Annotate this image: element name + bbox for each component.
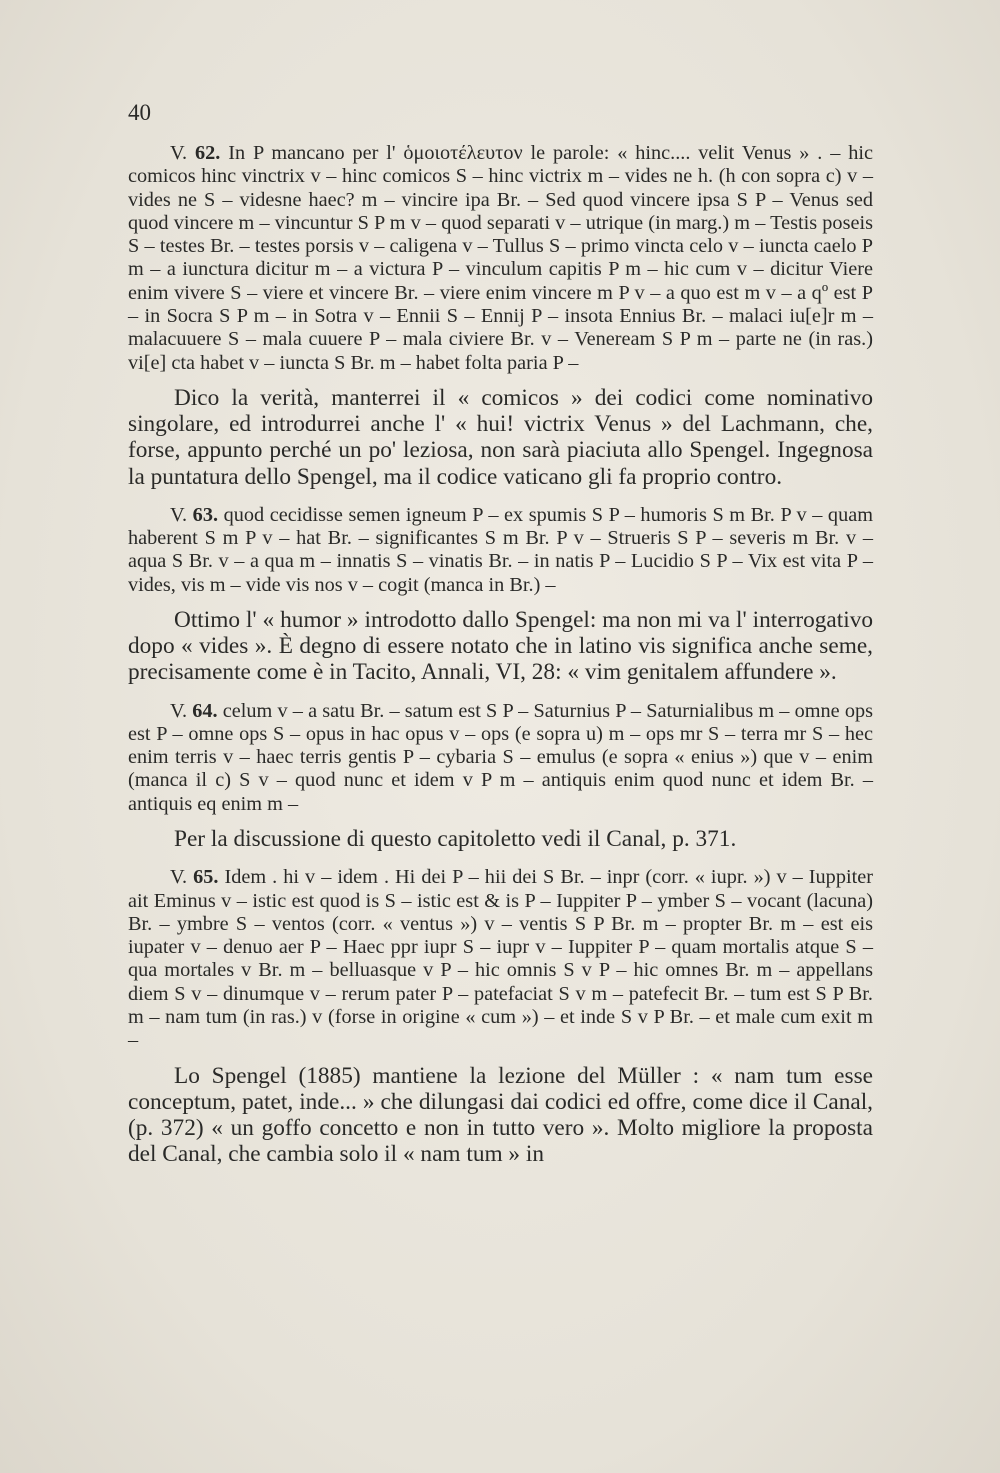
page-number: 40 [128, 100, 151, 125]
commentary-paragraph-v62: Dico la verità, manterrei il « comicos » dei codici come nominativo singolare, ed introdurrei anche l' « hui! victrix Venus » del Lachmann, che, forse, appunto perché un po' leziosa, non sarà piaciuta allo Spengel. Ingegnosa la puntatura dello Spengel, ma il codice vaticano gli fa proprio contro. [128, 384, 873, 490]
note-text: In P mancano per l' ὁμοιοτέλευτον le parole: « hinc.... velit Venus » . – hic comicos hinc vinctrix v – hinc comicos S – hinc victrix m – vides ne h. (h con sopra c) v – vides ne S – videsne haec? m – vincire ipa Br. – Sed quod vincere ipsa S P – Venus sed quod vincere m – vincuntur S P m v – quod separati v – utrique (in marg.) m – Testis poseis S – testes Br. – testes porsis v – caligena v – Tullus S – primo vincta celo v – iuncta caelo P m – a iunctura dicitur m – a victura P – vinculum capitis P m – hic cum v – dicitur Viere enim vivere S – viere et vincere Br. – viere enim vincere m P v – a quo est m v – a qº est P – in Socra S P m – in Sotra v – Ennii S – Ennij P – insota Ennius Br. – malaci iu[e]r m – malacuuere S – mala cuuere P – mala civiere Br. v – Veneream S P m – parte ne (in ras.) vi[e] cta habet v – iuncta S Br. m – habet folta paria P – [128, 142, 874, 374]
apparatus-note-v65 [128, 866, 873, 1052]
apparatus-note-v63 [128, 504, 873, 597]
verse-ref: V. 63. [170, 503, 219, 526]
page-content [128, 142, 873, 1181]
apparatus-note-v64 [128, 700, 873, 816]
note-text: quod cecidisse semen igneum P – ex spumis S P – humoris S m Br. P v – quam haberent S m P v – hat Br. – significantes S m Br. P v – Strueris S P – severis m Br. v – aqua S Br. v – a qua m – innatis S – vinatis Br. – in natis P – Lucidio S P – Vix est vita P – vides, vis m – vide vis nos v – cogit (manca in Br.) – [128, 503, 873, 596]
commentary-paragraph-v63: Ottimo l' « humor » introdotto dallo Spengel: ma non mi va l' interrogativo dopo « vides ». È degno di essere notato che in latino vis significa anche seme, precisamente come è in Tacito, Annali, VI, 28: « vim genitalem affundere ». [128, 606, 873, 686]
note-text: celum v – a satu Br. – satum est S P – Saturnius P – Saturnialibus m – omne ops est P – omne ops S – opus in hac opus v – ops (e sopra u) m – ops mr S – terra mr S – hec enim terris v – haec terris gentis P – cybaria S – emulus (e sopra « enius ») que v – enim (manca il c) S v – quod nunc et idem v P m – antiquis enim quod nunc et idem Br. – antiquis eq enim m – [128, 699, 873, 815]
commentary-paragraph-v65: Lo Spengel (1885) mantiene la lezione del Müller : « nam tum esse conceptum, patet, inde... » che dilungasi dai codici ed offre, come dice il Canal, (p. 372) « un goffo concetto e non in tutto vero ». Molto migliore la proposta del Canal, che cambia solo il « nam tum » in [128, 1062, 873, 1168]
verse-ref: V. 65. [170, 866, 219, 889]
apparatus-note-v62 [128, 142, 873, 375]
note-text: Idem . hi v – idem . Hi dei P – hii dei S Br. – inpr (corr. « iupr. ») v – Iuppiter ait Eminus v – istic est quod is S – istic est & is P – Iuppiter P – ymber S – vocant (lacuna) Br. – ymbre S – ventos (corr. « ventus ») v – ventis S P Br. m – propter Br. m – est eis iupater v – denuo aer P – Haec ppr iupr S – iupr v – Iuppiter P – quam mortalis atque S – qua mortales v Br. m – belluasque v P – hic omnis S v P – hic omnes Br. m – appellans diem S v – dinumque v – rerum pater P – patefaciat S v m – patefecit Br. – tum est S P Br. m – nam tum (in ras.) v (forse in origine « cum ») – et inde S v P Br. – et male cum exit m – [128, 866, 873, 1052]
verse-ref: V. 62. [170, 142, 221, 164]
commentary-paragraph-v64: Per la discussione di questo capitoletto vedi il Canal, p. 371. [174, 826, 737, 853]
verse-ref: V. 64. [170, 699, 218, 722]
